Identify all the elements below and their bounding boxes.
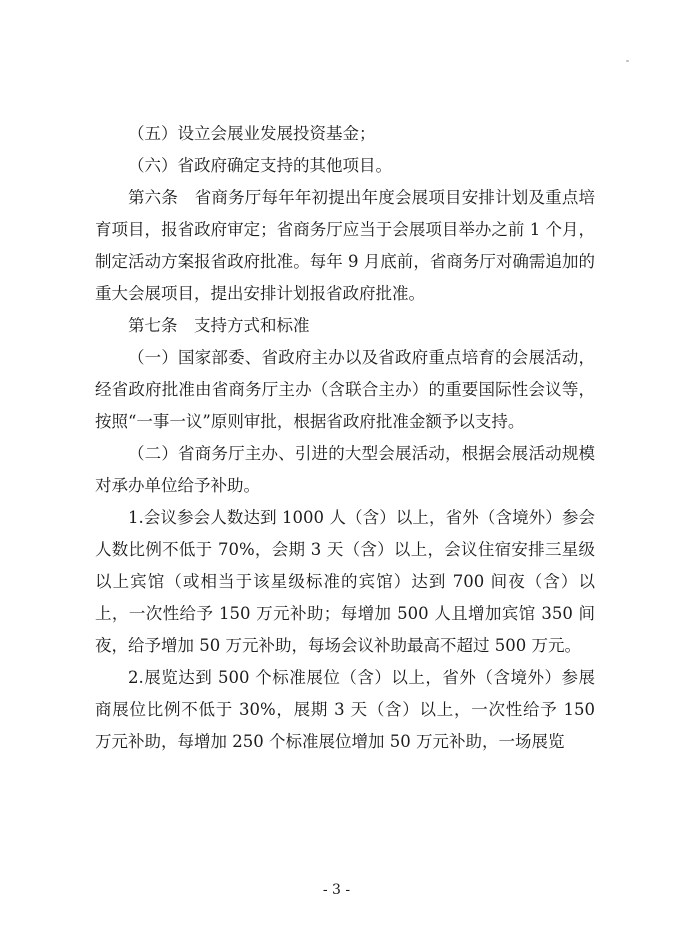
item-six: （六）省政府确定支持的其他项目。 — [128, 156, 392, 175]
scan-speck — [626, 60, 629, 62]
meeting-subsidy-rule: 1.会议参会人数达到 1000 人（含）以上，省外（含境外）参会人数比例不低于 70%，会期 3 天（含）以上，会议住宿安排三星级以上宾馆（或相当于该星级标准的宾馆）达到 700 间夜（含）以上，一次性给予 150 万元补助；每增加 500 人且增加宾馆 350 间夜，给予增加 50 万元补助，每场会议补助最高不超过 500 万元。 — [95, 508, 595, 655]
article-seven-item-one: （一）国家部委、省政府主办以及省政府重点培育的会展活动，经省政府批准由省商务厅主办（含联合主办）的重要国际性会议等，按照“一事一议”原则审批，根据省政府批准金额予以支持。 — [95, 348, 595, 431]
page-number: - 3 - — [322, 882, 351, 898]
article-seven-heading: 第七条 支持方式和标准 — [128, 316, 310, 335]
article-six: 第六条 省商务厅每年年初提出年度会展项目安排计划及重点培育项目，报省政府审定；省商务厅应当于会展项目举办之前 1 个月，制定活动方案报省政府批准。每年 9 月底前，省商务厅对确需追加的重大会展项目，提出安排计划报省政府批准。 — [95, 188, 595, 303]
article-seven-item-two: （二）省商务厅主办、引进的大型会展活动，根据会展活动规模对承办单位给予补助。 — [95, 444, 595, 495]
body-text — [95, 118, 601, 758]
exhibition-subsidy-rule: 2.展览达到 500 个标准展位（含）以上，省外（含境外）参展商展位比例不低于 30%，展期 3 天（含）以上，一次性给予 150 万元补助，每增加 250 个标准展位增加 50 万元补助，一场展览 — [95, 668, 601, 751]
item-five: （五）设立会展业发展投资基金； — [128, 124, 376, 143]
